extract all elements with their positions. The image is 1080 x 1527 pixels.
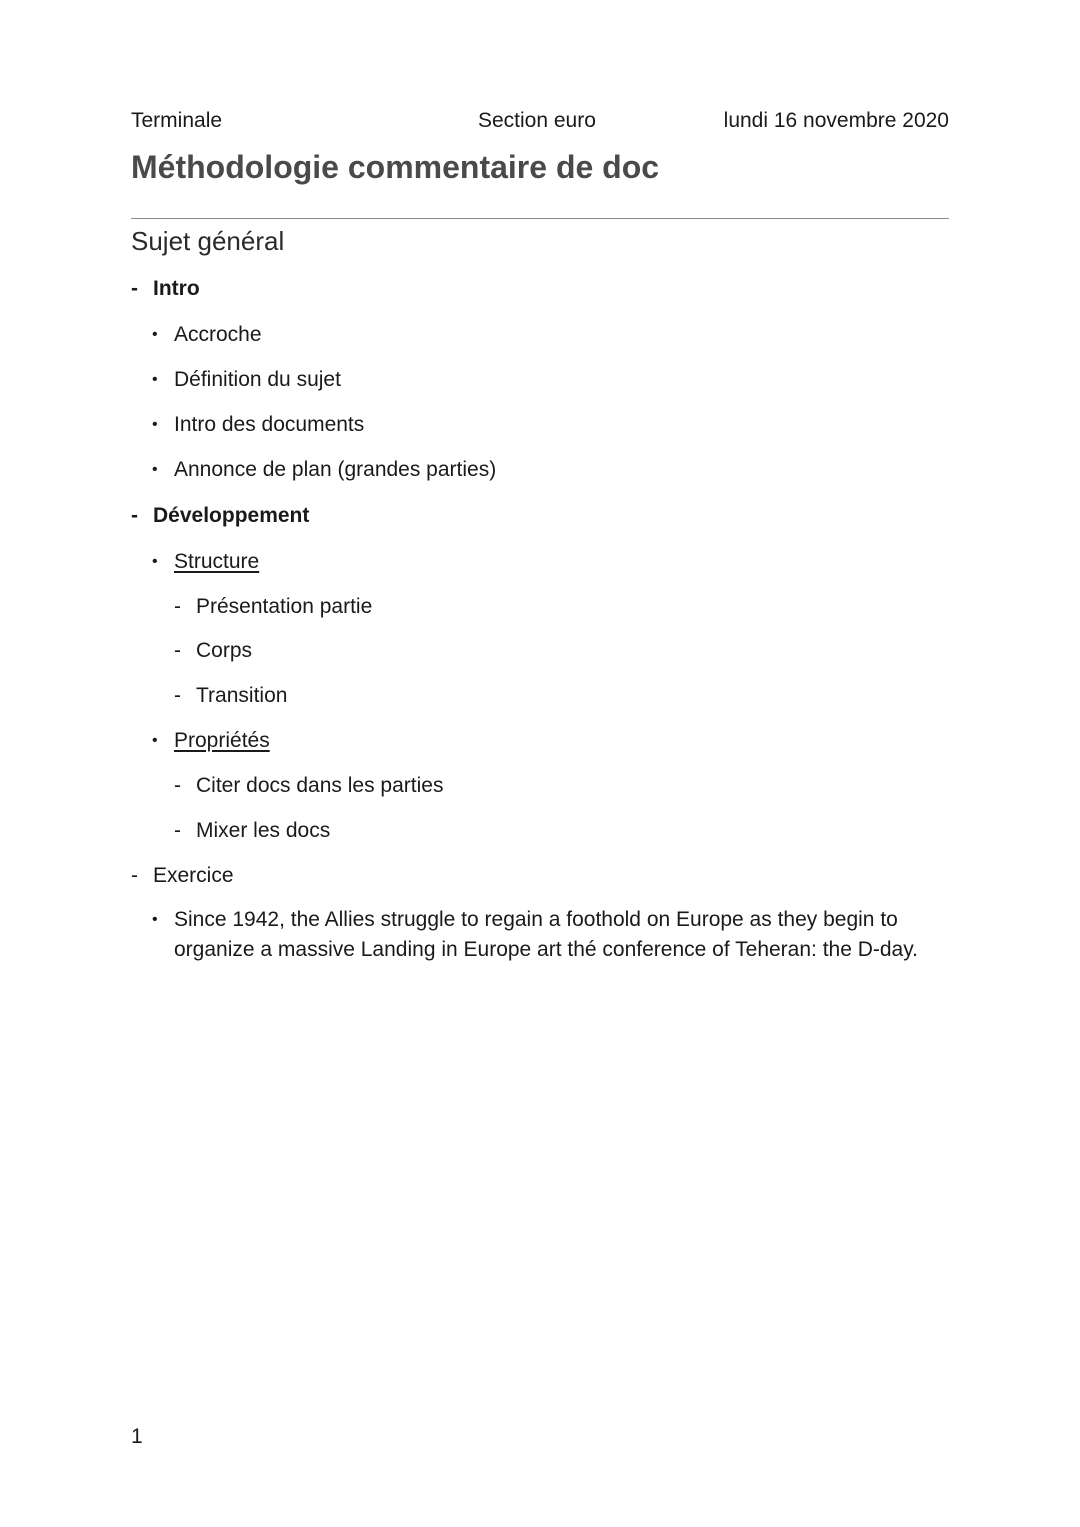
- list-item-text: Accroche: [174, 323, 262, 346]
- list-item-text: Annonce de plan (grandes parties): [174, 458, 497, 481]
- exercice-paragraph: [152, 905, 962, 965]
- title-divider: [131, 218, 949, 219]
- list-item-text: Citer docs dans les parties: [196, 774, 444, 797]
- dash-marker: -: [174, 819, 181, 842]
- header-date: lundi 16 novembre 2020: [723, 109, 949, 132]
- bullet-marker: •: [152, 911, 158, 928]
- list-item-text: Corps: [196, 639, 253, 662]
- outline-structure-label: Structure: [174, 550, 260, 573]
- dash-marker: -: [174, 639, 181, 662]
- dash-marker: -: [131, 504, 138, 527]
- bullet-marker: •: [152, 416, 158, 433]
- list-item-text: Définition du sujet: [174, 368, 341, 391]
- bullet-marker: •: [152, 371, 158, 388]
- page-title: Méthodologie commentaire de doc: [131, 149, 660, 185]
- list-item-text: Mixer les docs: [196, 819, 331, 842]
- outline-intro-label: Intro: [153, 277, 200, 300]
- bullet-marker: •: [152, 732, 158, 749]
- dash-marker: -: [131, 277, 138, 300]
- page-number: 1: [131, 1425, 143, 1448]
- dash-marker: -: [174, 684, 181, 707]
- section-heading: Sujet général: [131, 226, 285, 256]
- dash-marker: -: [131, 864, 138, 887]
- bullet-marker: •: [152, 461, 158, 478]
- exercice-paragraph-text: Since 1942, the Allies struggle to regain a foothold on Europe as they begin to organize a massive Landing in Europe art thé conference of Teheran: the D-day.: [174, 908, 919, 961]
- dash-marker: -: [174, 595, 181, 618]
- list-item-text: Transition: [196, 684, 288, 707]
- outline-exercice-label: Exercice: [153, 864, 234, 887]
- dash-marker: -: [174, 774, 181, 797]
- list-item-text: Intro des documents: [174, 413, 365, 436]
- header-class: Terminale: [131, 109, 223, 132]
- header-section: Section euro: [478, 109, 596, 132]
- bullet-marker: •: [152, 553, 158, 570]
- bullet-marker: •: [152, 326, 158, 343]
- outline-developpement-label: Développement: [153, 504, 310, 527]
- outline-proprietes-label: Propriétés: [174, 729, 270, 752]
- list-item-text: Présentation partie: [196, 595, 373, 618]
